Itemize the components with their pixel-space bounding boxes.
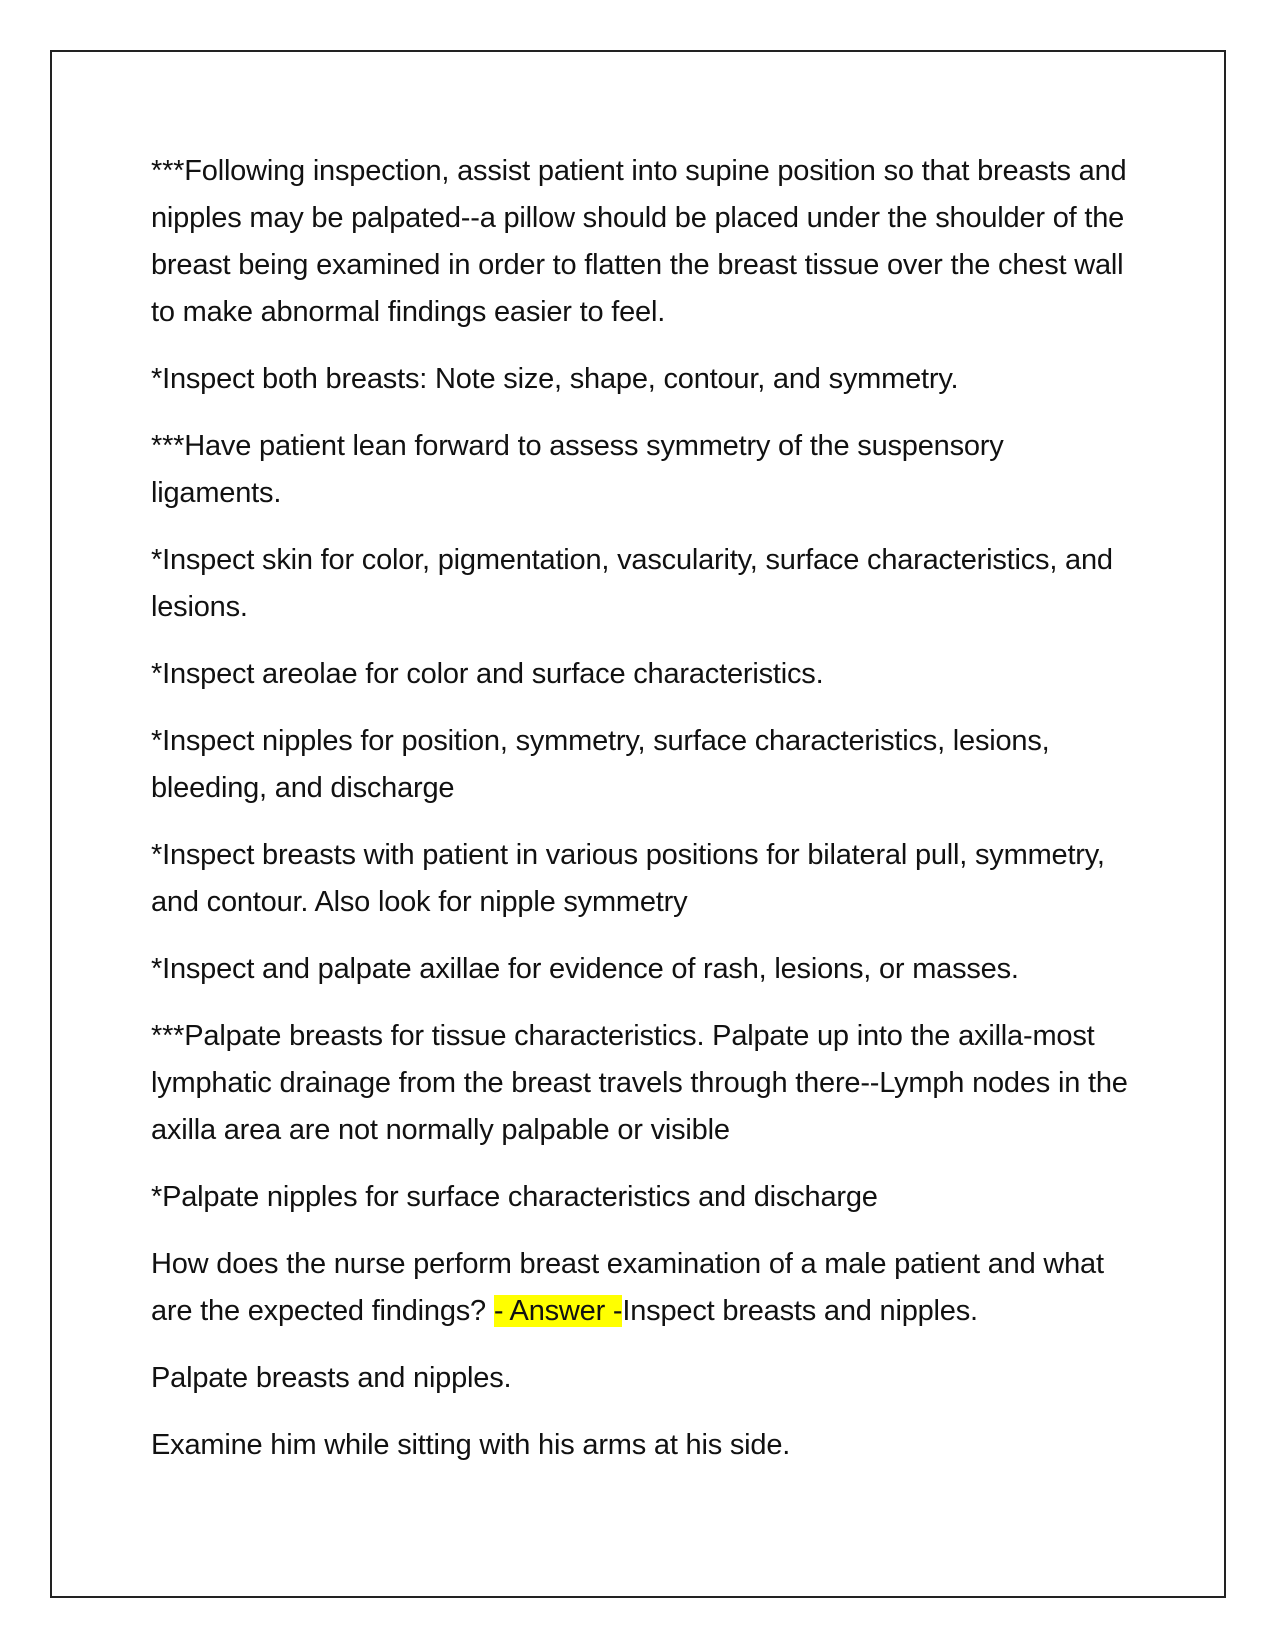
paragraph-palpate-breasts: ***Palpate breasts for tissue characteristics. Palpate up into the axilla-most lymphatic drainage from the breast travels through there--Lymph nodes in the axilla area are not normally palpable or visible (151, 1020, 1128, 1146)
paragraph-inspect-nipples: *Inspect nipples for position, symmetry, surface characteristics, lesions, bleeding, and discharge (151, 725, 1050, 804)
answer-marker: - Answer - (493, 1295, 623, 1327)
question-paragraph (151, 1241, 1141, 1335)
paragraph-inspect-breasts: *Inspect both breasts: Note size, shape, contour, and symmetry. (151, 363, 959, 395)
paragraph-inspect-areolae: *Inspect areolae for color and surface characteristics. (151, 658, 824, 690)
paragraph-palpate-nipples: *Palpate nipples for surface characteristics and discharge (151, 1181, 878, 1213)
question-text: How does the nurse perform breast examination of a male patient and what are the expected findings? (151, 1248, 1104, 1327)
answer-text: Inspect breasts and nipples. (622, 1295, 978, 1327)
paragraph-examine-sitting: Examine him while sitting with his arms at his side. (151, 1429, 791, 1461)
paragraph-various-positions: *Inspect breasts with patient in various positions for bilateral pull, symmetry, and contour. Also look for nipple symmetry (151, 839, 1105, 918)
paragraph-lean-forward: ***Have patient lean forward to assess symmetry of the suspensory ligaments. (151, 430, 1004, 509)
paragraph-supine-palpation: ***Following inspection, assist patient into supine position so that breasts and nipples may be palpated--a pillow should be placed under the shoulder of the breast being examined in order to flatten the breast tissue over the chest wall to make abnormal findings easier to feel. (151, 155, 1127, 328)
document-body (151, 148, 1141, 1489)
paragraph-palpate-male: Palpate breasts and nipples. (151, 1362, 512, 1394)
paragraph-axillae: *Inspect and palpate axillae for evidence of rash, lesions, or masses. (151, 953, 1019, 985)
paragraph-inspect-skin: *Inspect skin for color, pigmentation, vascularity, surface characteristics, and lesions. (151, 544, 1113, 623)
